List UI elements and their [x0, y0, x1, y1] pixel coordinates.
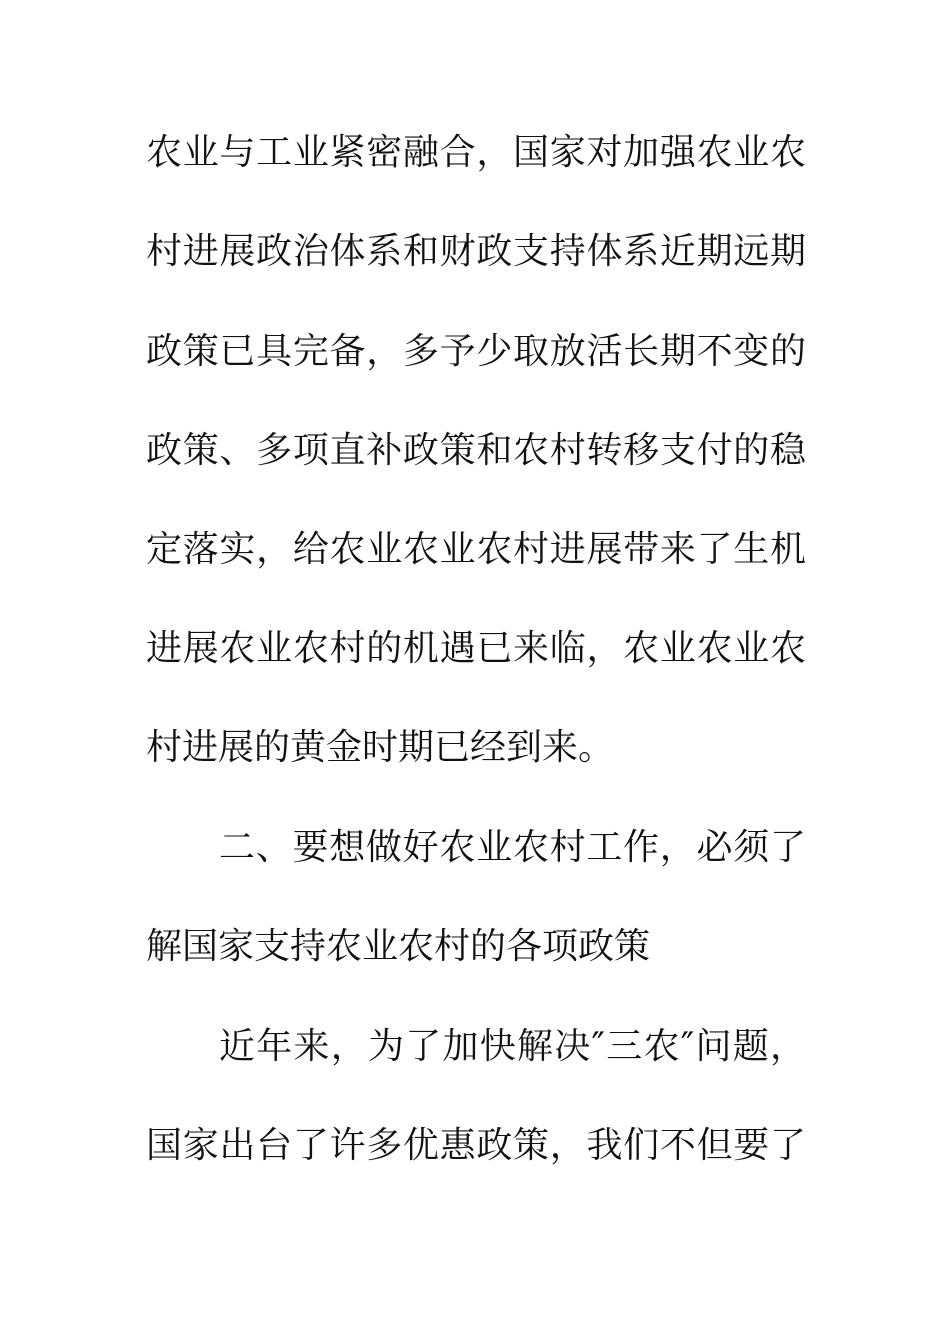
paragraph-line-4: 政策、多项直补政策和农村转移支付的稳	[146, 430, 806, 471]
section-heading-line-1: 二、要想做好农业农村工作，必须了	[219, 827, 806, 868]
paragraph-line-9: 国家出台了许多优惠政策，我们不但要了	[146, 1125, 806, 1166]
paragraph-line-5: 定落实，给农业农业农村进展带来了生机	[146, 529, 806, 570]
paragraph-line-1: 农业与工业紧密融合，国家对加强农业农	[146, 132, 806, 173]
paragraph-line-6: 进展农业农村的机遇已来临，农业农业农	[146, 628, 806, 669]
paragraph-line-8: 近年来，为了加快解决″三农″问题，	[219, 1026, 806, 1067]
paragraph-line-7: 村进展的黄金时期已经到来。	[146, 727, 615, 768]
paragraph-line-2: 村进展政治体系和财政支持体系近期远期	[146, 231, 806, 272]
paragraph-line-3: 政策已具完备，多予少取放活长期不变的	[146, 331, 806, 372]
section-heading-line-2: 解国家支持农业农村的各项政策	[146, 926, 651, 967]
